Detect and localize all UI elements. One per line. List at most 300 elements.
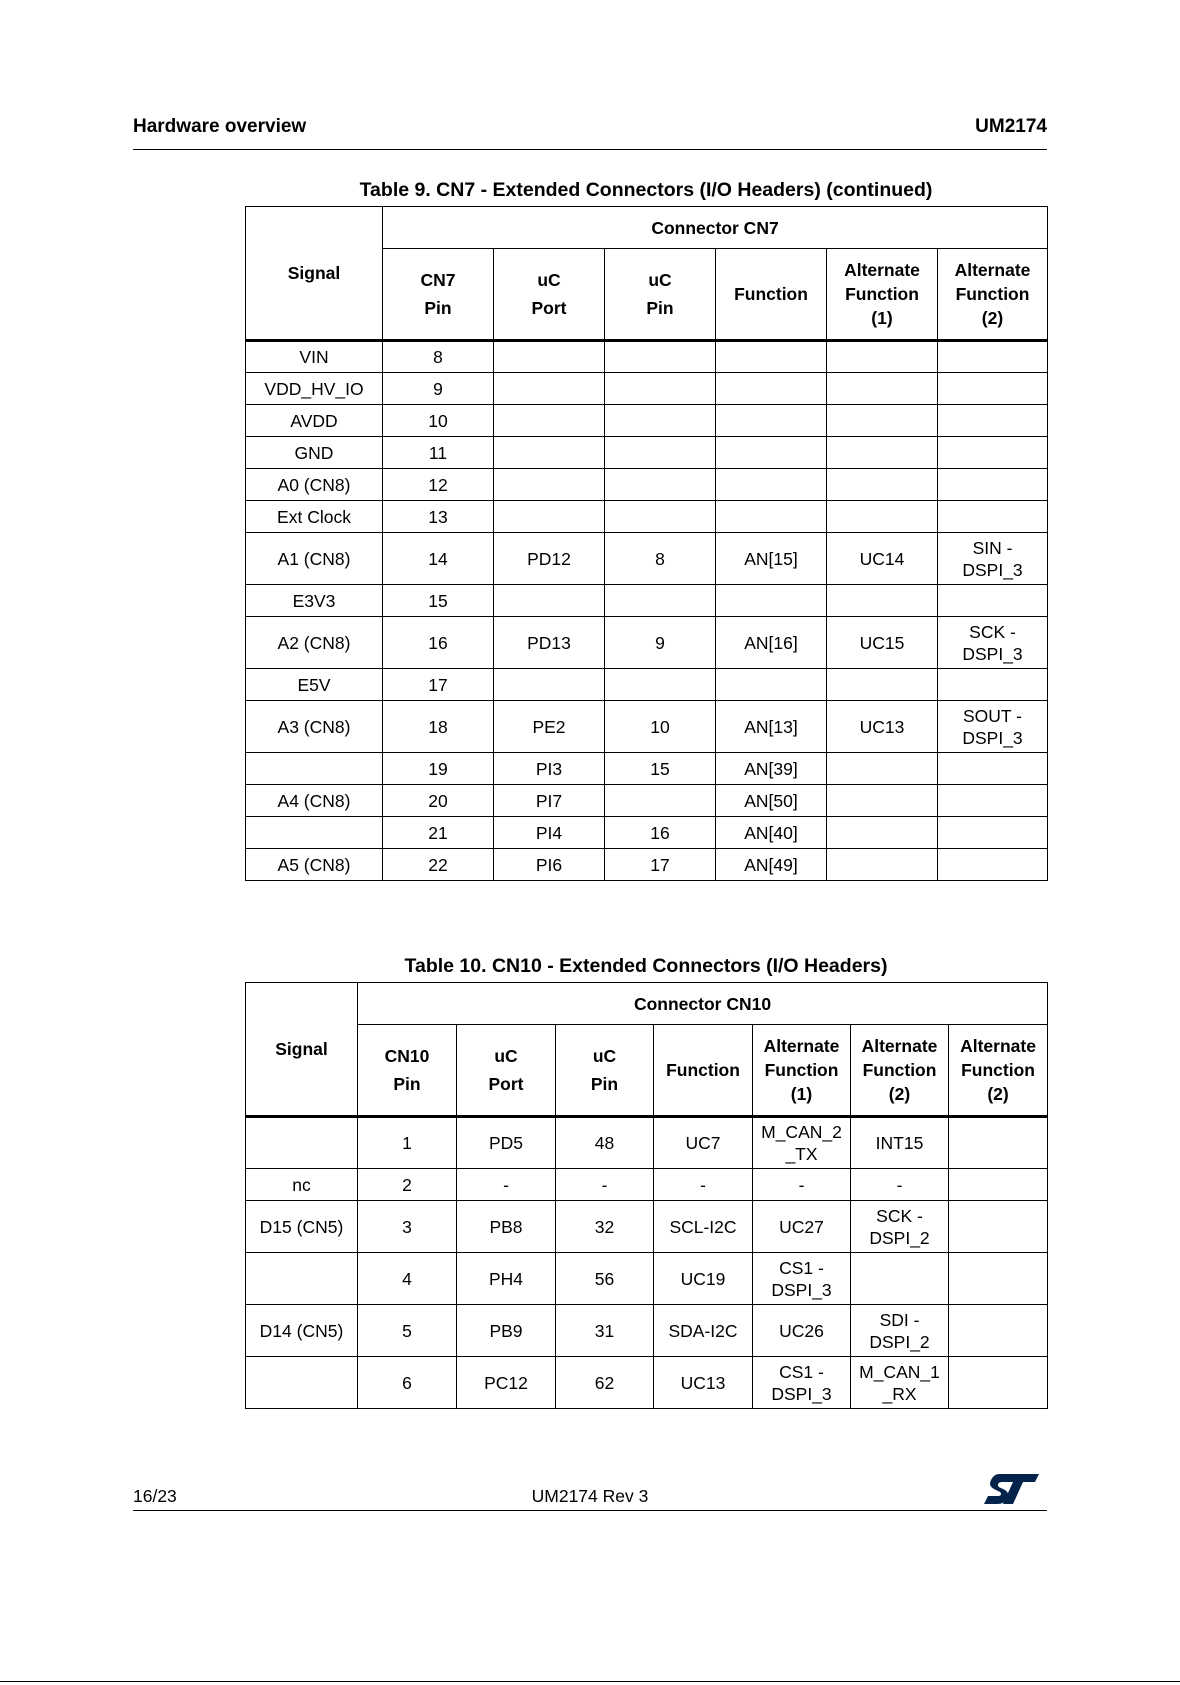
table-cell xyxy=(949,1253,1048,1305)
signal-cell xyxy=(246,785,383,817)
table-cell xyxy=(358,1201,457,1253)
column-header-line: uC xyxy=(494,1046,518,1066)
column-header xyxy=(827,249,938,341)
table-cell xyxy=(556,1357,654,1409)
table-cell xyxy=(716,533,827,585)
table-cell xyxy=(494,701,605,753)
cell-text: AN[49] xyxy=(744,854,798,875)
cell-text: PD5 xyxy=(488,1133,524,1153)
column-header-line: Pin xyxy=(646,298,674,318)
table-cell xyxy=(949,1201,1048,1253)
column-header xyxy=(716,249,827,341)
cell-text: E3V3 xyxy=(292,590,336,611)
table-cell xyxy=(938,373,1048,405)
table-row xyxy=(246,817,1048,849)
table-row xyxy=(246,701,1048,753)
table-cell xyxy=(383,617,494,669)
column-header-line: Function xyxy=(862,1060,937,1080)
table-cell xyxy=(457,1169,556,1201)
signal-cell xyxy=(246,1253,358,1305)
cell-text: 13 xyxy=(428,506,448,527)
table-cell xyxy=(383,533,494,585)
table-cell xyxy=(654,1357,753,1409)
cell-text: Ext Clock xyxy=(277,506,351,527)
section-title: Hardware overview xyxy=(133,116,307,137)
column-header-line: CN10 xyxy=(384,1046,430,1066)
table-cell xyxy=(827,849,938,881)
cell-text: PI4 xyxy=(535,822,563,843)
document-revision: UM2174 Rev 3 xyxy=(531,1486,649,1506)
table-cell xyxy=(851,1117,949,1169)
table-cell xyxy=(605,469,716,501)
table-cell xyxy=(654,1117,753,1169)
table-cell xyxy=(605,585,716,617)
cell-text: _RX xyxy=(882,1383,917,1404)
table-cell xyxy=(716,469,827,501)
table-cell xyxy=(938,533,1048,585)
cell-text: PC12 xyxy=(484,1372,528,1393)
cell-text: SIN - xyxy=(972,537,1013,558)
page-number: 16/23 xyxy=(133,1486,177,1506)
cell-text: GND xyxy=(294,442,334,463)
column-header-line: CN7 xyxy=(420,270,456,290)
cell-text: SDA-I2C xyxy=(668,1320,738,1341)
cell-text: DSPI_3 xyxy=(962,727,1023,748)
cell-text: 20 xyxy=(428,790,448,811)
table-cell xyxy=(949,1117,1048,1169)
column-header-line: Function xyxy=(845,284,919,304)
table-cell xyxy=(605,701,716,753)
cell-text: PI6 xyxy=(535,854,563,875)
table-cell xyxy=(827,617,938,669)
cell-text: 2 xyxy=(402,1174,412,1195)
table-cell xyxy=(716,373,827,405)
cell-text: DSPI_3 xyxy=(771,1383,832,1404)
table-cell xyxy=(949,1357,1048,1409)
table-row xyxy=(246,669,1048,701)
table-cell xyxy=(383,753,494,785)
table-cell xyxy=(753,1169,851,1201)
cell-text: PD13 xyxy=(527,632,571,653)
column-header-line: Alternate xyxy=(960,1036,1036,1056)
column-header-line: Function xyxy=(961,1060,1035,1080)
cell-text: INT15 xyxy=(875,1133,924,1153)
column-header-line: Port xyxy=(488,1074,524,1094)
table-cell xyxy=(938,469,1048,501)
table-cell xyxy=(494,405,605,437)
signal-cell xyxy=(246,1357,358,1409)
document-id: UM2174 xyxy=(975,116,1047,137)
table-10 xyxy=(245,982,1048,1409)
table-cell xyxy=(938,701,1048,753)
table-cell xyxy=(556,1201,654,1253)
table-cell xyxy=(716,405,827,437)
cell-text: _TX xyxy=(785,1144,818,1164)
cell-text: 12 xyxy=(428,474,448,495)
page-footer xyxy=(133,1484,1047,1511)
table-cell xyxy=(605,533,716,585)
cell-text: 10 xyxy=(650,716,670,737)
cell-text: SDI - xyxy=(879,1309,920,1330)
table-row xyxy=(246,533,1048,585)
column-header-line: Function xyxy=(666,1060,740,1080)
cell-text: SCK - xyxy=(876,1205,923,1226)
column-header xyxy=(753,1025,851,1117)
table-cell xyxy=(494,501,605,533)
cell-text: A3 (CN8) xyxy=(277,716,351,737)
cell-text: A5 (CN8) xyxy=(277,854,351,875)
table-row xyxy=(246,1305,1048,1357)
cell-text: - xyxy=(896,1174,903,1195)
cell-text: UC13 xyxy=(859,716,905,737)
connector-group-header: Connector CN7 xyxy=(383,207,1048,249)
column-header-line: (1) xyxy=(790,1084,813,1104)
table-cell xyxy=(605,617,716,669)
table-cell xyxy=(827,533,938,585)
cell-text: PI7 xyxy=(535,790,563,811)
column-header xyxy=(383,249,494,341)
cell-text: 9 xyxy=(655,632,665,653)
cell-text: PB9 xyxy=(489,1320,523,1341)
cell-text: 15 xyxy=(428,590,448,611)
table-cell xyxy=(383,501,494,533)
column-header-line: Function xyxy=(734,284,808,304)
signal-cell xyxy=(246,437,383,469)
table-cell xyxy=(949,1305,1048,1357)
table-cell xyxy=(716,501,827,533)
table-cell xyxy=(654,1305,753,1357)
table-cell xyxy=(827,405,938,437)
cell-text: PE2 xyxy=(532,716,566,737)
connector-group-header: Connector CN10 xyxy=(358,983,1048,1025)
cell-text: A4 (CN8) xyxy=(277,790,351,811)
cell-text: PD12 xyxy=(527,548,571,569)
column-header-line: uC xyxy=(592,1046,617,1066)
table-cell xyxy=(494,585,605,617)
table-cell xyxy=(358,1253,457,1305)
column-header-line: uC xyxy=(648,270,672,290)
table-cell xyxy=(494,669,605,701)
cell-text: SOUT - xyxy=(963,705,1022,726)
table-cell xyxy=(851,1201,949,1253)
table-cell xyxy=(938,341,1048,373)
cell-text: 18 xyxy=(428,716,448,737)
table-cell xyxy=(716,849,827,881)
table-cell xyxy=(753,1357,851,1409)
cell-text: VDD_HV_IO xyxy=(264,378,364,399)
table-cell xyxy=(383,669,494,701)
cell-text: D15 (CN5) xyxy=(259,1216,344,1237)
table-cell xyxy=(827,501,938,533)
column-header xyxy=(949,1025,1048,1117)
table-cell xyxy=(494,617,605,669)
table-cell xyxy=(358,1357,457,1409)
table-cell xyxy=(494,469,605,501)
table-cell xyxy=(494,785,605,817)
table-cell xyxy=(605,849,716,881)
column-header-line: Port xyxy=(531,298,567,318)
table-row xyxy=(246,585,1048,617)
table-cell xyxy=(605,669,716,701)
table-cell xyxy=(716,341,827,373)
signal-cell xyxy=(246,1305,358,1357)
cell-text: DSPI_2 xyxy=(869,1227,930,1248)
signal-cell xyxy=(246,1117,358,1169)
cell-text: 4 xyxy=(402,1268,412,1289)
cell-text: AVDD xyxy=(290,410,338,431)
table-cell xyxy=(556,1305,654,1357)
cell-text: nc xyxy=(292,1174,311,1195)
cell-text: A0 (CN8) xyxy=(277,474,351,495)
cell-text: A2 (CN8) xyxy=(277,632,351,653)
signal-cell xyxy=(246,373,383,405)
table-cell xyxy=(716,437,827,469)
table-cell xyxy=(605,437,716,469)
cell-text: 16 xyxy=(650,822,670,843)
column-header-line: Pin xyxy=(393,1074,421,1094)
table-cell xyxy=(383,405,494,437)
table-cell xyxy=(494,753,605,785)
cell-text: - xyxy=(700,1174,706,1195)
table-cell xyxy=(605,341,716,373)
cell-text: PB8 xyxy=(489,1216,523,1237)
table-cell xyxy=(753,1253,851,1305)
cell-text: - xyxy=(601,1174,608,1195)
cell-text: UC7 xyxy=(685,1133,721,1153)
table-cell xyxy=(716,753,827,785)
table-cell xyxy=(716,701,827,753)
table-cell xyxy=(938,405,1048,437)
table-cell xyxy=(938,669,1048,701)
signal-cell xyxy=(246,533,383,585)
table-cell xyxy=(716,669,827,701)
table-cell xyxy=(494,373,605,405)
table-cell xyxy=(753,1201,851,1253)
table-cell xyxy=(753,1305,851,1357)
column-header-line: Pin xyxy=(590,1074,619,1094)
table-cell xyxy=(457,1201,556,1253)
cell-text: UC26 xyxy=(779,1320,824,1341)
cell-text: 17 xyxy=(428,674,448,695)
table-cell xyxy=(457,1117,556,1169)
table-cell xyxy=(716,785,827,817)
signal-header: Signal xyxy=(246,207,383,341)
table-cell xyxy=(851,1169,949,1201)
column-header xyxy=(938,249,1048,341)
column-header-line: Function xyxy=(955,284,1030,304)
column-header-line: (2) xyxy=(888,1084,911,1104)
table-cell xyxy=(383,785,494,817)
column-header-line: (2) xyxy=(981,308,1004,328)
signal-cell xyxy=(246,341,383,373)
cell-text: 15 xyxy=(650,758,670,779)
cell-text: UC15 xyxy=(859,632,905,653)
column-header-line: Alternate xyxy=(844,260,920,280)
cell-text: M_CAN_1 xyxy=(859,1361,940,1382)
table-cell xyxy=(827,701,938,753)
signal-cell xyxy=(246,617,383,669)
cell-text: 1 xyxy=(402,1133,412,1153)
cell-text: UC27 xyxy=(779,1216,824,1237)
cell-text: 48 xyxy=(594,1133,615,1153)
table-cell xyxy=(605,785,716,817)
cell-text: AN[39] xyxy=(744,758,798,779)
cell-text: 16 xyxy=(428,632,448,653)
cell-text: VIN xyxy=(299,347,329,367)
table-row xyxy=(246,437,1048,469)
column-header xyxy=(654,1025,753,1117)
table-cell xyxy=(938,585,1048,617)
cell-text: DSPI_2 xyxy=(869,1331,930,1352)
table-row xyxy=(246,617,1048,669)
table-cell xyxy=(938,785,1048,817)
cell-text: - xyxy=(503,1174,509,1195)
signal-cell xyxy=(246,669,383,701)
table-cell xyxy=(605,753,716,785)
table-row xyxy=(246,341,1048,373)
table-cell xyxy=(358,1169,457,1201)
cell-text: AN[16] xyxy=(744,632,798,653)
cell-text: CS1 - xyxy=(779,1257,824,1278)
table-cell xyxy=(654,1201,753,1253)
table-row xyxy=(246,469,1048,501)
signal-header: Signal xyxy=(246,983,358,1117)
table-cell xyxy=(383,849,494,881)
table-row xyxy=(246,373,1048,405)
column-header xyxy=(457,1025,556,1117)
cell-text: 56 xyxy=(594,1268,615,1289)
cell-text: AN[50] xyxy=(744,790,798,811)
signal-cell xyxy=(246,849,383,881)
table-cell xyxy=(457,1357,556,1409)
cell-text: 10 xyxy=(428,410,448,431)
table-9 xyxy=(245,206,1048,881)
column-header xyxy=(605,249,716,341)
table-cell xyxy=(827,785,938,817)
table-cell xyxy=(383,341,494,373)
table-cell xyxy=(827,669,938,701)
table-cell xyxy=(494,849,605,881)
cell-text: 22 xyxy=(428,854,448,875)
table-row xyxy=(246,1253,1048,1305)
table-cell xyxy=(827,341,938,373)
table-cell xyxy=(716,817,827,849)
cell-text: 14 xyxy=(428,548,448,569)
page-edge-rule xyxy=(0,1681,1180,1682)
table-10-caption: Table 10. CN10 - Extended Connectors (I/O Headers) xyxy=(404,955,888,977)
cell-text: 21 xyxy=(428,822,448,843)
table-cell xyxy=(556,1253,654,1305)
table-cell xyxy=(494,341,605,373)
table-cell xyxy=(605,817,716,849)
table-cell xyxy=(827,373,938,405)
table-cell xyxy=(457,1253,556,1305)
table-row xyxy=(246,849,1048,881)
cell-text: E5V xyxy=(297,674,331,695)
cell-text: 3 xyxy=(402,1216,412,1237)
table-cell xyxy=(654,1169,753,1201)
page-header xyxy=(133,114,1047,150)
table-cell xyxy=(605,405,716,437)
table-cell xyxy=(716,585,827,617)
cell-text: 31 xyxy=(594,1320,615,1341)
table-cell xyxy=(383,373,494,405)
table-9-caption: Table 9. CN7 - Extended Connectors (I/O Headers) (continued) xyxy=(359,179,933,201)
table-row xyxy=(246,785,1048,817)
table-row xyxy=(246,1201,1048,1253)
table-cell xyxy=(938,501,1048,533)
cell-text: CS1 - xyxy=(779,1361,824,1382)
column-header-line: Pin xyxy=(424,298,452,318)
table-cell xyxy=(938,849,1048,881)
signal-cell xyxy=(246,753,383,785)
cell-text: SCK - xyxy=(969,621,1016,642)
column-header-line: uC xyxy=(537,270,561,290)
cell-text: 8 xyxy=(433,347,443,367)
cell-text: 6 xyxy=(402,1372,412,1393)
table-cell xyxy=(494,817,605,849)
cell-text: AN[40] xyxy=(744,822,798,843)
st-logo-icon xyxy=(983,1472,1041,1506)
cell-text: SCL-I2C xyxy=(669,1216,737,1237)
table-cell xyxy=(383,701,494,753)
cell-text: DSPI_3 xyxy=(962,643,1023,664)
cell-text: 11 xyxy=(428,442,448,463)
cell-text: - xyxy=(798,1174,805,1195)
table-cell xyxy=(851,1253,949,1305)
table-row xyxy=(246,1169,1048,1201)
cell-text: UC14 xyxy=(859,548,905,569)
column-header-line: (1) xyxy=(871,308,893,328)
cell-text: UC13 xyxy=(680,1372,726,1393)
table-cell xyxy=(827,437,938,469)
table-row xyxy=(246,753,1048,785)
table-cell xyxy=(938,817,1048,849)
cell-text: 62 xyxy=(594,1372,615,1393)
table-cell xyxy=(556,1117,654,1169)
table-cell xyxy=(827,753,938,785)
cell-text: DSPI_3 xyxy=(962,559,1023,580)
signal-cell xyxy=(246,501,383,533)
cell-text: 32 xyxy=(594,1216,615,1237)
cell-text: A1 (CN8) xyxy=(277,548,351,569)
table-cell xyxy=(716,617,827,669)
signal-cell xyxy=(246,701,383,753)
table-cell xyxy=(605,373,716,405)
table-cell xyxy=(654,1253,753,1305)
column-header-line: Alternate xyxy=(954,260,1031,280)
cell-text: 5 xyxy=(402,1320,412,1341)
table-cell xyxy=(383,469,494,501)
table-cell xyxy=(851,1305,949,1357)
table-row xyxy=(246,1357,1048,1409)
column-header xyxy=(851,1025,949,1117)
table-cell xyxy=(358,1117,457,1169)
column-header xyxy=(556,1025,654,1117)
signal-cell xyxy=(246,817,383,849)
table-cell xyxy=(457,1305,556,1357)
cell-text: 9 xyxy=(433,378,443,399)
signal-cell xyxy=(246,1201,358,1253)
cell-text: DSPI_3 xyxy=(771,1279,832,1300)
table-cell xyxy=(383,437,494,469)
table-cell xyxy=(383,817,494,849)
table-cell xyxy=(494,437,605,469)
table-cell xyxy=(949,1169,1048,1201)
cell-text: M_CAN_2 xyxy=(761,1122,842,1142)
table-cell xyxy=(494,533,605,585)
column-header xyxy=(494,249,605,341)
